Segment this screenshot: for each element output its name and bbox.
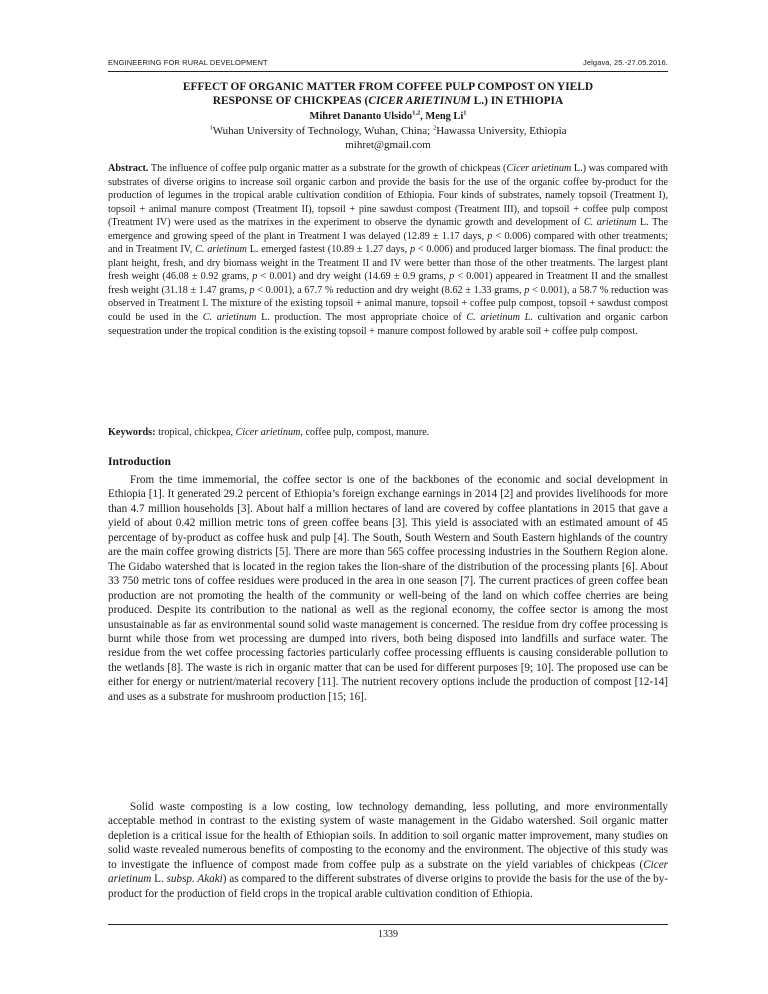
keywords-text: , coffee pulp, compost, manure.: [300, 427, 430, 438]
author-email: mihret@gmail.com: [345, 139, 431, 151]
page-number: 1339: [378, 929, 398, 940]
intro-paragraph-2: [108, 800, 668, 901]
abstract-italic: C. arietinum L.: [466, 312, 533, 324]
abstract-text: cultivation and organic carbon sequestration under the tropical condition is the existing topsoil + manure compost followed by arable soil + coffee pulp compost.: [108, 312, 668, 337]
abstract-text: < 0.001) appeared in Treatment II and the smallest fresh weight (31.18 ± 1.47 grams,: [108, 271, 668, 296]
title-line-2: [108, 94, 668, 108]
author-name: Mihret Dananto Ulsido: [309, 111, 413, 122]
paragraph-text: Solid waste composting is a low costing, low technology demanding, less polluting, and more environmentally acceptable method in contrast to the existing system of waste management in the Gidabo watershed. Soil organic matter depletion is a critical issue for the health of Ethiopian soils. In addition to soil organic matter improvement, many studies on solid waste revealed numerous benefits of composting to the economy and the environment. The objective of this study was to investigate the influence of compost made from coffee pulp as a substrate on the yield variables of chickpeas (: [108, 801, 668, 871]
paragraph-italic: Cicer arietinum: [108, 858, 668, 886]
abstract-text: L.) was compared with substrates of diverse origins to increase soil organic carbon and provide the basis for the use of the organic coffee by-product for the production of legumes in the tropical arable cultivation condition of Ethiopia. Four kinds of substrates, namely topsoil (Treatment I), topsoil + animal manure compost (Treatment II), topsoil + pine sawdust compost (Treatment III), and topsoil + coffee pulp compost (Treatment IV) were used as the matrixes in the experiment to observe the dynamic growth and development of: [108, 163, 669, 229]
paragraph-italic: subsp. Akaki: [166, 873, 223, 886]
footer-divider: [108, 924, 668, 925]
abstract-italic: p: [487, 230, 493, 242]
author-affiliation-mark: 1,2: [412, 109, 421, 117]
title-text: L.) IN ETHIOPIA: [470, 95, 564, 107]
abstract-italic: C. arietinum: [195, 244, 247, 256]
affiliation-text: Hawassa University, Ethiopia: [436, 125, 567, 137]
abstract-italic: Cicer arietinum: [506, 163, 572, 174]
abstract: [108, 162, 668, 338]
author-name: Meng Li: [425, 111, 464, 122]
abstract-label: Abstract.: [108, 163, 149, 174]
abstract-italic: C. arietinum: [583, 217, 637, 229]
paper-title: [108, 80, 668, 108]
abstract-text: < 0.006) compared with other treatments; and in Treatment IV,: [108, 230, 668, 256]
affiliations: [108, 124, 668, 138]
author-affiliation-mark: 1: [463, 109, 467, 117]
abstract-text: The influence of coffee pulp organic matter as a substrate for the growth of chickpeas (: [148, 163, 507, 174]
conference-dates: Jelgava, 25.-27.05.2016.: [583, 58, 668, 67]
intro-paragraph-1: From the time immemorial, the coffee sector is one of the backbones of the economic and social development in Ethiopia [1]. It generated 29.2 percent of Ethiopia’s foreign exchange earnings in 2014 [2] and provides livelihoods for more than 4.7 million households [3]. About half a million hectares of land are covered by coffee plantations in 2015 that gave a yield of about 0.42 million metric tons of green coffee beans [3]. This yield is associated with an estimated amount of 45 percentage of by-product as coffee husk and pulp [4]. The South, South Western and South Eastern highlands of the country are the main coffee growing districts [5]. There are more than 565 coffee processing industries in the Southern Region alone. The Gidabo watershed that is located in the region takes the lion-share of the distribution of the processing plants [6]. About 33 750 metric tons of coffee residues were produced in the area in one season [7]. The current practices of green coffee bean production are not promoting the health of the community or well-being of the land on which coffee cherries are being produced. Despite its contribution to the national as well as the regional economy, the coffee sector is among the most unsustainable as far as environmental sound solid waste management is concerned. The residue from dry coffee processing is burnt while those from wet processing are dumped into rivers, both being disposed into landfills and surface water. The residue from the wet coffee processing factories particularly coffee processing effluents is causing considerable pollution to the wetlands [8]. The waste is rich in organic matter that can be used for different purposes [9; 10]. The proposed use can be either for energy or nutrient/material recovery [11]. The nutrient recovery options include the production of compost [12-14] and uses as a substrate for mushroom production [15; 16].: [108, 474, 668, 703]
abstract-text: L. The emergence and growing speed of the plant in Treatment I was delayed (12.89 ± 1.17 days,: [108, 217, 668, 242]
paragraph-text: ) as compared to the different substrates of diverse origins to provide the basis for the use of the by-product for the production of field crops in the tropical arable cultivation condition of Ethiopia.: [108, 873, 668, 900]
abstract-text: < 0.001), a 67.7 % reduction and dry weight (8.62 ± 1.33 grams,: [254, 284, 525, 296]
section-heading-introduction: Introduction: [108, 455, 171, 468]
abstract-text: L. emerged fastest (10.89 ± 1.27 days,: [246, 244, 410, 256]
author-list: [108, 110, 668, 123]
affiliation-text: Wuhan University of Technology, Wuhan, China;: [212, 125, 433, 137]
abstract-italic: p: [524, 284, 530, 296]
abstract-text: < 0.001), a 58.7 % reduction was observed in Treatment I. The mixture of the existing topsoil + animal manure, topsoil + coffee pulp compost, topsoil + sawdust compost could be used in the: [108, 284, 668, 324]
affiliation-mark: 2: [432, 124, 437, 132]
abstract-italic: p: [249, 284, 255, 296]
affiliation-mark: 1: [209, 124, 213, 132]
abstract-italic: p: [449, 271, 455, 283]
keywords-text: tropical, chickpea,: [155, 427, 236, 438]
keywords-label: Keywords:: [108, 427, 156, 438]
abstract-italic: p: [252, 271, 258, 283]
header-divider: [108, 71, 668, 72]
title-line-1: EFFECT OF ORGANIC MATTER FROM COFFEE PULP COMPOST ON YIELD: [182, 81, 594, 93]
keywords-italic: Cicer arietinum: [235, 427, 301, 438]
abstract-italic: C. arietinum: [202, 312, 257, 324]
running-header: [108, 58, 668, 72]
journal-name: ENGINEERING FOR RURAL DEVELOPMENT: [108, 58, 268, 67]
abstract-italic: p: [409, 244, 416, 256]
abstract-text: < 0.001) and dry weight (14.69 ± 0.9 grams,: [257, 271, 450, 283]
title-species: CICER ARIETINUM: [368, 95, 471, 107]
abstract-text: < 0.006) and produced larger biomass. The final product: the plant height, fresh, and dry biomass weight in the Treatment II and IV were better than those of the other treatments. The largest plant fresh weight (46.08 ± 0.92 grams,: [108, 244, 668, 283]
author-separator: ,: [420, 111, 426, 122]
paragraph-text: L.: [151, 873, 167, 886]
title-text: RESPONSE OF CHICKPEAS (: [212, 95, 369, 107]
abstract-text: L. production. The most appropriate choice of: [256, 312, 467, 324]
keywords: [108, 426, 668, 439]
